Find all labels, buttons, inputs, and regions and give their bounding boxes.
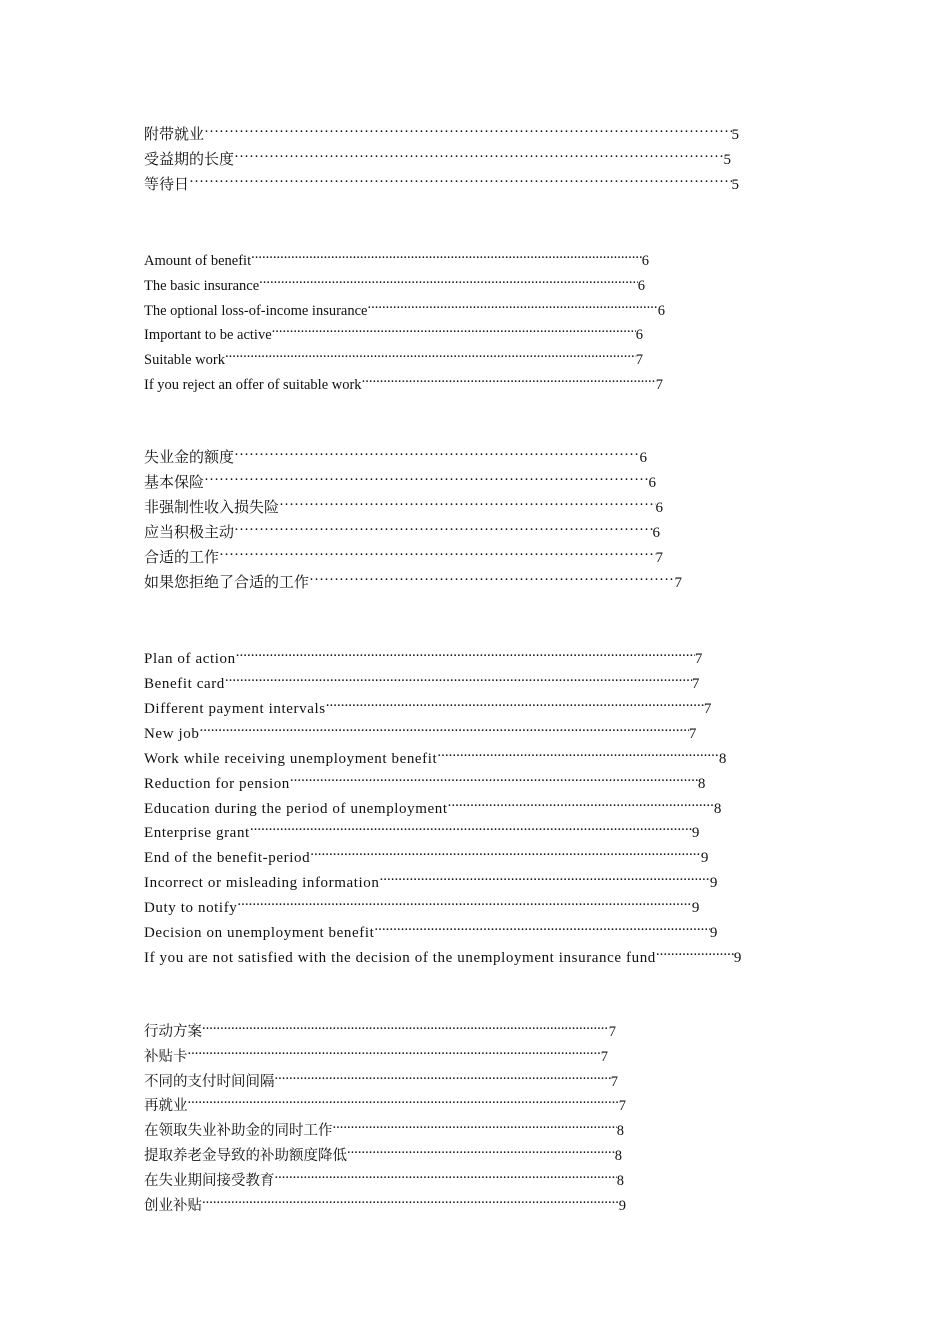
toc-entry-title: 在失业期间接受教育 xyxy=(144,1173,275,1189)
toc-entry-page: 7 xyxy=(600,1049,608,1065)
toc-entry-title: Plan of action xyxy=(144,651,236,667)
toc-entry[interactable] xyxy=(144,741,727,767)
leader-dots xyxy=(326,691,704,713)
toc-entry-title: 提取养老金导致的补助额度降低 xyxy=(144,1148,347,1164)
toc-entry-page: 8 xyxy=(718,751,727,767)
leader-dots xyxy=(272,317,636,339)
toc-entry-title: 行动方案 xyxy=(144,1024,202,1040)
toc-entry-page: 7 xyxy=(608,1024,616,1040)
toc-entry-page: 7 xyxy=(691,676,700,692)
toc-entry-page: 7 xyxy=(703,701,712,717)
toc-entry[interactable] xyxy=(144,716,697,742)
leader-dots xyxy=(189,167,731,189)
toc-entry-title: Different payment intervals xyxy=(144,701,326,717)
toc-entry[interactable] xyxy=(144,1188,626,1214)
toc-entry[interactable] xyxy=(144,940,742,966)
leader-dots xyxy=(225,342,636,364)
toc-entry-page: 8 xyxy=(616,1123,624,1139)
toc-entry-title: The basic insurance xyxy=(144,278,260,294)
toc-entry[interactable] xyxy=(144,243,649,269)
toc-entry-title: 再就业 xyxy=(144,1098,188,1114)
leader-dots xyxy=(202,1188,619,1210)
leader-dots xyxy=(234,142,723,164)
toc-entry[interactable] xyxy=(144,367,663,393)
toc-entry-title: 在领取失业补助金的同时工作 xyxy=(144,1123,333,1139)
toc-entry-title: New job xyxy=(144,726,200,742)
toc-entry[interactable] xyxy=(144,565,682,591)
toc-entry-title: Incorrect or misleading information xyxy=(144,875,380,891)
toc-entry-page: 7 xyxy=(610,1074,618,1090)
leader-dots xyxy=(188,1088,619,1110)
leader-dots xyxy=(237,890,691,912)
leader-dots xyxy=(309,565,674,587)
toc-entry-title: If you are not satisfied with the decision of the unemployment insurance fund xyxy=(144,950,656,966)
toc-entry-title: 附带就业 xyxy=(144,127,205,143)
leader-dots xyxy=(204,465,648,487)
toc-entry-title: 非强制性收入损失险 xyxy=(144,500,280,516)
toc-entry-page: 5 xyxy=(731,127,739,143)
toc-entry[interactable] xyxy=(144,915,718,941)
toc-entry-title: Duty to notify xyxy=(144,900,238,916)
toc-entry-title: Work while receiving unemployment benefit xyxy=(144,751,438,767)
toc-entry-title: 受益期的长度 xyxy=(144,152,235,168)
toc-entry-title: 基本保险 xyxy=(144,475,205,491)
toc-entry-page: 8 xyxy=(614,1148,622,1164)
leader-dots xyxy=(275,1163,617,1185)
toc-entry-page: 9 xyxy=(709,875,718,891)
toc-entry-title: 补贴卡 xyxy=(144,1049,188,1065)
leader-dots xyxy=(236,641,695,663)
toc-entry-title: 合适的工作 xyxy=(144,550,220,566)
leader-dots xyxy=(290,766,698,788)
toc-entry[interactable] xyxy=(144,268,645,294)
toc-entry-title: Reduction for pension xyxy=(144,776,290,792)
leader-dots xyxy=(310,840,701,862)
toc-entry-page: 9 xyxy=(709,925,718,941)
leader-dots xyxy=(225,666,692,688)
toc-entry[interactable] xyxy=(144,791,722,817)
toc-entry-title: Enterprise grant xyxy=(144,825,250,841)
toc-entry[interactable] xyxy=(144,840,709,866)
toc-entry-title: 等待日 xyxy=(144,177,190,193)
toc-entry[interactable] xyxy=(144,1014,616,1040)
toc-entry-page: 8 xyxy=(616,1173,624,1189)
leader-dots xyxy=(367,293,657,315)
toc-entry-page: 6 xyxy=(648,475,656,491)
toc-entry-title: Decision on unemployment benefit xyxy=(144,925,375,941)
toc-entry-title: 如果您拒绝了合适的工作 xyxy=(144,575,310,591)
toc-entry[interactable] xyxy=(144,1088,626,1114)
toc-entry[interactable] xyxy=(144,293,665,319)
toc-entry-title: If you reject an offer of suitable work xyxy=(144,377,362,393)
leader-dots xyxy=(656,940,734,962)
toc-entry-page: 7 xyxy=(674,575,682,591)
toc-entry-page: 9 xyxy=(618,1198,626,1214)
toc-entry-page: 7 xyxy=(694,651,703,667)
toc-entry[interactable] xyxy=(144,342,643,368)
leader-dots xyxy=(259,268,638,290)
leader-dots xyxy=(448,791,714,813)
toc-entry-page: 9 xyxy=(691,825,700,841)
toc-entry[interactable] xyxy=(144,890,700,916)
toc-entry-title: 创业补贴 xyxy=(144,1198,202,1214)
toc-entry[interactable] xyxy=(144,167,739,193)
toc-entry[interactable] xyxy=(144,142,731,168)
toc-entry-page: 9 xyxy=(700,850,709,866)
leader-dots xyxy=(250,815,692,837)
leader-dots xyxy=(234,440,639,462)
toc-entry[interactable] xyxy=(144,1113,624,1139)
toc-entry[interactable] xyxy=(144,865,718,891)
toc-entry-title: Education during the period of unemployment xyxy=(144,801,448,817)
leader-dots xyxy=(437,741,719,763)
leader-dots xyxy=(374,915,709,937)
toc-entry-title: Amount of benefit xyxy=(144,253,252,269)
toc-entry[interactable] xyxy=(144,540,663,566)
leader-dots xyxy=(234,515,652,537)
toc-entry-page: 6 xyxy=(639,450,647,466)
toc-entry-title: Suitable work xyxy=(144,352,225,368)
toc-entry-page: 9 xyxy=(691,900,700,916)
leader-dots xyxy=(275,1064,611,1086)
toc-entry-page: 7 xyxy=(655,550,663,566)
toc-entry-title: Benefit card xyxy=(144,676,225,692)
toc-entry[interactable] xyxy=(144,317,643,343)
toc-entry-page: 7 xyxy=(618,1098,626,1114)
leader-dots xyxy=(199,716,688,738)
toc-entry[interactable] xyxy=(144,766,706,792)
toc-entry-page: 6 xyxy=(657,303,665,319)
toc-entry[interactable] xyxy=(144,815,700,841)
leader-dots xyxy=(251,243,642,265)
toc-entry[interactable] xyxy=(144,1163,624,1189)
leader-dots xyxy=(219,540,655,562)
toc-entry-page: 8 xyxy=(697,776,706,792)
toc-entry-page: 5 xyxy=(723,152,731,168)
toc-entry[interactable] xyxy=(144,117,739,143)
toc-entry[interactable] xyxy=(144,641,703,667)
leader-dots xyxy=(202,1014,609,1036)
leader-dots xyxy=(347,1138,615,1160)
leader-dots xyxy=(188,1039,601,1061)
toc-entry-page: 6 xyxy=(637,278,645,294)
toc-entry-title: End of the benefit-period xyxy=(144,850,311,866)
toc-entry-page: 9 xyxy=(733,950,742,966)
toc-entry[interactable] xyxy=(144,691,712,717)
leader-dots xyxy=(279,490,655,512)
leader-dots xyxy=(362,367,656,389)
leader-dots xyxy=(380,865,710,887)
toc-entry-page: 5 xyxy=(731,177,739,193)
toc-entry[interactable] xyxy=(144,1138,622,1164)
toc-entry[interactable] xyxy=(144,515,660,541)
toc-entry-page: 6 xyxy=(652,525,660,541)
toc-entry[interactable] xyxy=(144,440,647,466)
toc-entry[interactable] xyxy=(144,465,656,491)
toc-entry-page: 6 xyxy=(641,253,649,269)
leader-dots xyxy=(204,117,731,139)
toc-entry-title: The optional loss-of-income insurance xyxy=(144,303,368,319)
leader-dots xyxy=(333,1113,617,1135)
toc-entry-title: 应当积极主动 xyxy=(144,525,235,541)
toc-entry-title: Important to be active xyxy=(144,327,272,343)
toc-entry[interactable] xyxy=(144,1064,618,1090)
toc-entry[interactable] xyxy=(144,666,700,692)
toc-entry-page: 6 xyxy=(655,500,663,516)
toc-entry-page: 7 xyxy=(655,377,663,393)
toc-entry[interactable] xyxy=(144,1039,608,1065)
toc-entry-page: 7 xyxy=(688,726,697,742)
toc-entry-title: 不同的支付时间间隔 xyxy=(144,1074,275,1090)
toc-entry-title: 失业金的额度 xyxy=(144,450,235,466)
toc-entry-page: 7 xyxy=(635,352,643,368)
toc-entry[interactable] xyxy=(144,490,663,516)
toc-entry-page: 8 xyxy=(713,801,722,817)
toc-entry-page: 6 xyxy=(635,327,643,343)
